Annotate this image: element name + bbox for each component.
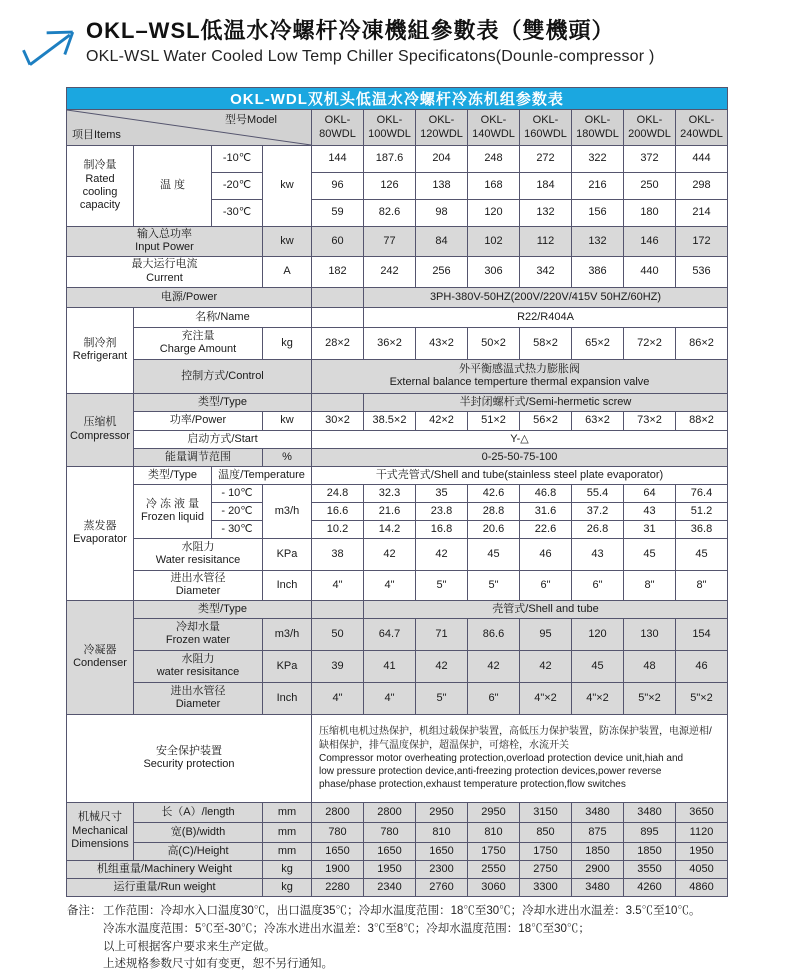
table-row <box>67 714 728 802</box>
table-cell: 26.8 <box>572 520 624 538</box>
table-row <box>67 448 728 466</box>
table-cell: 10.2 <box>312 520 364 538</box>
table-cell: 4" <box>364 570 416 600</box>
table-cell: -10℃ <box>212 146 263 173</box>
table-cell: 36×2 <box>364 327 416 359</box>
table-cell: 充注量 Charge Amount <box>134 327 263 359</box>
table-row <box>67 393 728 411</box>
table-cell: 21.6 <box>364 502 416 520</box>
table-cell: 86.6 <box>468 618 520 650</box>
table-cell: 180 <box>624 200 676 227</box>
corner-cell <box>67 110 312 146</box>
table-cell: 16.6 <box>312 502 364 520</box>
table-cell: 输入总功率 Input Power <box>67 227 263 257</box>
table-cell: m3/h <box>263 484 312 538</box>
table-cell: 2800 <box>312 802 364 822</box>
table-cell: 42.6 <box>468 484 520 502</box>
table-cell: 46.8 <box>520 484 572 502</box>
table-cell: 1950 <box>364 860 416 878</box>
table-cell: 46 <box>520 538 572 570</box>
page-subtitle: OKL-WSL Water Cooled Low Temp Chiller Specificatons(Dounle-compressor ) <box>86 48 655 65</box>
table-cell: 72×2 <box>624 327 676 359</box>
table-cell: 86×2 <box>676 327 728 359</box>
table-row <box>67 287 728 307</box>
table-cell <box>312 287 364 307</box>
table-cell: 壳管式/Shell and tube <box>364 600 728 618</box>
table-cell: 98 <box>416 200 468 227</box>
table-cell: 1750 <box>520 842 572 860</box>
table-cell <box>312 393 364 411</box>
table-cell: 248 <box>468 146 520 173</box>
table-cell: 23.8 <box>416 502 468 520</box>
table-cell: 机械尺寸 Mechanical Dimensions <box>67 802 134 860</box>
table-cell: 高(C)/Height <box>134 842 263 860</box>
table-cell: 73×2 <box>624 411 676 430</box>
table-cell: 102 <box>468 227 520 257</box>
table-cell: 63×2 <box>572 411 624 430</box>
table-cell: 30×2 <box>312 411 364 430</box>
table-cell: 2750 <box>520 860 572 878</box>
table-cell: 35 <box>416 484 468 502</box>
table-cell: 4260 <box>624 878 676 896</box>
table-cell: -30℃ <box>212 200 263 227</box>
spec-table-body <box>67 146 728 897</box>
note-line: 工作范围：冷却水入口温度30℃，出口温度35℃；冷却水温度范围：18℃至30℃；冷却水进出水温差：3.5℃至10℃。 <box>103 905 701 917</box>
table-cell: 256 <box>416 256 468 287</box>
table-cell: 45 <box>468 538 520 570</box>
model-header-cell: OKL- 80WDL <box>312 110 364 146</box>
table-cell: kw <box>263 411 312 430</box>
table-cell: 130 <box>624 618 676 650</box>
table-cell: 温度/Temperature <box>212 466 312 484</box>
table-cell: kg <box>263 860 312 878</box>
table-cell: 440 <box>624 256 676 287</box>
table-cell: 名称/Name <box>134 307 312 327</box>
table-cell: 3480 <box>572 878 624 896</box>
table-cell: 322 <box>572 146 624 173</box>
table-cell: 半封闭螺杆式/Semi-hermetic screw <box>364 393 728 411</box>
table-cell: 压缩机 Compressor <box>67 393 134 466</box>
table-cell: 类型/Type <box>134 466 212 484</box>
table-cell: - 30℃ <box>212 520 263 538</box>
table-row <box>67 650 728 682</box>
notes-body <box>103 903 700 974</box>
table-cell: 51×2 <box>468 411 520 430</box>
table-cell: 宽(B)/width <box>134 822 263 842</box>
model-header-cell: OKL- 180WDL <box>572 110 624 146</box>
table-cell: 1650 <box>416 842 468 860</box>
table-row <box>67 430 728 448</box>
table-row <box>67 570 728 600</box>
table-row <box>67 307 728 327</box>
table-cell: 外平衡感温式热力膨胀阀 External balance temperture thermal expansion valve <box>312 359 728 393</box>
table-cell: 水阻力 water resisitance <box>134 650 263 682</box>
items-label: 项目Items <box>72 128 121 141</box>
table-cell: 2280 <box>312 878 364 896</box>
table-cell: 43×2 <box>416 327 468 359</box>
table-cell: 1850 <box>572 842 624 860</box>
table-cell: KPa <box>263 538 312 570</box>
table-cell: 冷 冻 液 量 Frozen liquid <box>134 484 212 538</box>
table-cell: 4"×2 <box>572 682 624 714</box>
table-cell: 2950 <box>416 802 468 822</box>
table-cell: 65×2 <box>572 327 624 359</box>
table-cell: 8" <box>624 570 676 600</box>
table-cell: 3480 <box>624 802 676 822</box>
table-row <box>67 411 728 430</box>
table-cell: mm <box>263 802 312 822</box>
table-cell: % <box>263 448 312 466</box>
table-cell: 172 <box>676 227 728 257</box>
table-cell: 3550 <box>624 860 676 878</box>
table-cell: 1650 <box>312 842 364 860</box>
table-cell: 56×2 <box>520 411 572 430</box>
table-cell: 39 <box>312 650 364 682</box>
table-row <box>67 822 728 842</box>
table-cell: 22.6 <box>520 520 572 538</box>
table-cell: 机组重量/Machinery Weight <box>67 860 263 878</box>
table-cell: 最大运行电流 Current <box>67 256 263 287</box>
table-row <box>67 327 728 359</box>
table-cell: 能量调节范围 <box>134 448 263 466</box>
table-cell: 制冷量 Rated cooling capacity <box>67 146 134 227</box>
table-cell: 84 <box>416 227 468 257</box>
table-cell: 42 <box>416 538 468 570</box>
table-cell: 43 <box>624 502 676 520</box>
model-header-cell: OKL- 120WDL <box>416 110 468 146</box>
table-cell: 250 <box>624 173 676 200</box>
table-cell: 51.2 <box>676 502 728 520</box>
table-cell: 96 <box>312 173 364 200</box>
table-cell: 14.2 <box>364 520 416 538</box>
table-cell: 蒸发器 Evaporator <box>67 466 134 600</box>
table-row <box>67 802 728 822</box>
table-cell: 45 <box>572 650 624 682</box>
table-row <box>67 600 728 618</box>
table-cell: mm <box>263 822 312 842</box>
table-cell: 42×2 <box>416 411 468 430</box>
table-cell: 1750 <box>468 842 520 860</box>
table-cell: 45 <box>676 538 728 570</box>
table-cell: 28×2 <box>312 327 364 359</box>
table-cell: Y-△ <box>312 430 728 448</box>
table-cell: 64 <box>624 484 676 502</box>
model-header-cell: OKL- 140WDL <box>468 110 520 146</box>
table-cell: 132 <box>520 200 572 227</box>
table-cell: 895 <box>624 822 676 842</box>
model-header-cell: OKL- 200WDL <box>624 110 676 146</box>
table-cell: 2950 <box>468 802 520 822</box>
table-cell: 306 <box>468 256 520 287</box>
note-line: 以上可根据客户要求来生产定做。 <box>103 940 276 953</box>
model-header-cell: OKL- 240WDL <box>676 110 728 146</box>
table-cell: 146 <box>624 227 676 257</box>
table-cell: 216 <box>572 173 624 200</box>
table-cell: 制冷剂 Refrigerant <box>67 307 134 393</box>
table-cell: 42 <box>364 538 416 570</box>
table-cell: kg <box>263 327 312 359</box>
table-cell: 48 <box>624 650 676 682</box>
table-cell: 272 <box>520 146 572 173</box>
table-cell: 1120 <box>676 822 728 842</box>
table-cell: 压缩机电机过热保护，机组过载保护装置，高低压力保护装置，防冻保护装置，电源逆相/ 缺相保护，排气温度保护，超温保护，可熔栓，水流开关 Compressor motor overheating protection,overload protection device unit,hiah and low pressure protection device,anti-freezing protection devices,power reverse phase/phase protection,exhaust temperature protection,flow switches <box>312 714 728 802</box>
table-cell: 214 <box>676 200 728 227</box>
table-cell: 42 <box>520 650 572 682</box>
table-cell: Inch <box>263 570 312 600</box>
table-cell: 184 <box>520 173 572 200</box>
table-cell: kw <box>263 227 312 257</box>
table-cell: 3300 <box>520 878 572 896</box>
table-cell: 8" <box>676 570 728 600</box>
table-cell: 6" <box>520 570 572 600</box>
table-cell: 2900 <box>572 860 624 878</box>
table-cell: 6" <box>572 570 624 600</box>
table-cell: -20℃ <box>212 173 263 200</box>
table-cell: 5" <box>416 682 468 714</box>
table-cell: 154 <box>676 618 728 650</box>
table-row <box>67 682 728 714</box>
table-row <box>67 860 728 878</box>
table-cell: 冷却水量 Frozen water <box>134 618 263 650</box>
table-row <box>67 484 728 502</box>
table-cell: 42 <box>468 650 520 682</box>
table-cell: 31.6 <box>520 502 572 520</box>
table-cell: 6" <box>468 682 520 714</box>
table-cell: 38.5×2 <box>364 411 416 430</box>
notes-label: 备注： <box>67 905 102 917</box>
table-cell <box>312 600 364 618</box>
table-cell: 182 <box>312 256 364 287</box>
spec-table <box>66 109 728 897</box>
table-cell: 780 <box>364 822 416 842</box>
table-cell: - 20℃ <box>212 502 263 520</box>
table-cell: 进出水管径 Diameter <box>134 682 263 714</box>
table-cell: 3PH-380V-50HZ(200V/220V/415V 50HZ/60HZ) <box>364 287 728 307</box>
table-cell: 77 <box>364 227 416 257</box>
table-cell: 干式壳管式/Shell and tube(stainless steel plate evaporator) <box>312 466 728 484</box>
table-cell: 132 <box>572 227 624 257</box>
table-cell: 4"×2 <box>520 682 572 714</box>
table-caption: OKL-WDL双机头低温水冷螺杆冷冻机组参数表 <box>66 87 728 109</box>
table-cell: 112 <box>520 227 572 257</box>
table-cell: 4" <box>312 682 364 714</box>
table-cell: 242 <box>364 256 416 287</box>
table-cell: 水阻力 Water resisitance <box>134 538 263 570</box>
table-row <box>67 146 728 173</box>
table-cell: 0-25-50-75-100 <box>312 448 728 466</box>
table-cell: 64.7 <box>364 618 416 650</box>
table-cell: 3480 <box>572 802 624 822</box>
table-row <box>67 466 728 484</box>
table-cell: 46 <box>676 650 728 682</box>
table-cell: 安全保护装置 Security protection <box>67 714 312 802</box>
table-cell: m3/h <box>263 618 312 650</box>
table-cell: 120 <box>468 200 520 227</box>
table-row <box>67 227 728 257</box>
table-cell: 780 <box>312 822 364 842</box>
table-row <box>67 618 728 650</box>
table-cell: 4" <box>312 570 364 600</box>
table-cell: 50 <box>312 618 364 650</box>
page-header <box>22 14 768 79</box>
table-cell: 2800 <box>364 802 416 822</box>
table-row <box>67 256 728 287</box>
table-cell: 3060 <box>468 878 520 896</box>
arrow-logo-icon <box>22 14 84 79</box>
table-cell: kw <box>263 146 312 227</box>
table-cell: 59 <box>312 200 364 227</box>
table-cell: 5" <box>468 570 520 600</box>
table-cell: - 10℃ <box>212 484 263 502</box>
header-row <box>67 110 728 146</box>
table-cell: 长（A）/length <box>134 802 263 822</box>
table-cell: 电源/Power <box>67 287 312 307</box>
table-cell: 386 <box>572 256 624 287</box>
table-cell: 16.8 <box>416 520 468 538</box>
note-line: 上述规格参数尺寸如有变更，恕不另行通知。 <box>103 958 333 971</box>
table-cell: R22/R404A <box>364 307 728 327</box>
page-title: OKL–WSL低温水冷螺杆冷凍機組參數表（雙機頭） <box>86 18 615 43</box>
table-cell: 76.4 <box>676 484 728 502</box>
table-cell: 55.4 <box>572 484 624 502</box>
table-cell: 88×2 <box>676 411 728 430</box>
table-cell: 138 <box>416 173 468 200</box>
model-header-cell: OKL- 160WDL <box>520 110 572 146</box>
table-cell: 58×2 <box>520 327 572 359</box>
table-cell: KPa <box>263 650 312 682</box>
table-row <box>67 842 728 860</box>
table-cell: 82.6 <box>364 200 416 227</box>
table-cell: 冷凝器 Condenser <box>67 600 134 714</box>
table-cell: 20.6 <box>468 520 520 538</box>
table-cell: 1850 <box>624 842 676 860</box>
table-cell: A <box>263 256 312 287</box>
table-cell: 71 <box>416 618 468 650</box>
table-cell: 类型/Type <box>134 393 312 411</box>
table-cell: 38 <box>312 538 364 570</box>
table-cell: 2340 <box>364 878 416 896</box>
table-cell: 5"×2 <box>624 682 676 714</box>
table-row <box>67 878 728 896</box>
table-row <box>67 538 728 570</box>
table-cell: 1650 <box>364 842 416 860</box>
table-cell: 36.8 <box>676 520 728 538</box>
table-cell: 41 <box>364 650 416 682</box>
table-cell: 24.8 <box>312 484 364 502</box>
table-cell: 4860 <box>676 878 728 896</box>
table-cell: 144 <box>312 146 364 173</box>
table-cell: 启动方式/Start <box>134 430 312 448</box>
table-cell: 444 <box>676 146 728 173</box>
table-cell: 4" <box>364 682 416 714</box>
table-cell: mm <box>263 842 312 860</box>
table-cell: 50×2 <box>468 327 520 359</box>
table-cell: 功率/Power <box>134 411 263 430</box>
table-cell: Inch <box>263 682 312 714</box>
table-cell: 37.2 <box>572 502 624 520</box>
table-cell: 45 <box>624 538 676 570</box>
model-header-cell: OKL- 100WDL <box>364 110 416 146</box>
table-cell: kg <box>263 878 312 896</box>
table-cell: 372 <box>624 146 676 173</box>
table-cell: 810 <box>416 822 468 842</box>
model-label: 型号Model <box>225 114 277 126</box>
table-cell: 42 <box>416 650 468 682</box>
table-cell: 875 <box>572 822 624 842</box>
table-cell: 运行重量/Run weight <box>67 878 263 896</box>
note-line: 冷冻水温度范围：5℃至-30℃；冷冻水进出水温差：3℃至8℃；冷却水温度范围：18℃至30℃； <box>103 922 590 935</box>
table-cell: 1900 <box>312 860 364 878</box>
table-cell: 536 <box>676 256 728 287</box>
table-cell: 3650 <box>676 802 728 822</box>
table-cell: 5" <box>416 570 468 600</box>
table-cell: 204 <box>416 146 468 173</box>
table-cell: 187.6 <box>364 146 416 173</box>
table-cell: 95 <box>520 618 572 650</box>
table-cell: 120 <box>572 618 624 650</box>
table-cell: 156 <box>572 200 624 227</box>
table-cell: 5"×2 <box>676 682 728 714</box>
table-cell: 温 度 <box>134 146 212 227</box>
table-cell: 2300 <box>416 860 468 878</box>
table-cell: 126 <box>364 173 416 200</box>
table-cell: 3150 <box>520 802 572 822</box>
table-cell: 4050 <box>676 860 728 878</box>
table-cell <box>312 307 364 327</box>
table-cell: 43 <box>572 538 624 570</box>
table-cell: 1950 <box>676 842 728 860</box>
table-cell: 31 <box>624 520 676 538</box>
spec-table-wrap <box>66 87 728 897</box>
table-row <box>67 359 728 393</box>
table-cell: 类型/Type <box>134 600 312 618</box>
table-cell: 810 <box>468 822 520 842</box>
table-cell: 2550 <box>468 860 520 878</box>
table-cell: 342 <box>520 256 572 287</box>
table-cell: 进出水管径 Diameter <box>134 570 263 600</box>
table-cell: 850 <box>520 822 572 842</box>
table-cell: 60 <box>312 227 364 257</box>
table-cell: 控制方式/Control <box>134 359 312 393</box>
table-cell: 2760 <box>416 878 468 896</box>
table-cell: 28.8 <box>468 502 520 520</box>
table-cell: 168 <box>468 173 520 200</box>
table-cell: 32.3 <box>364 484 416 502</box>
table-cell: 298 <box>676 173 728 200</box>
footnotes <box>67 903 767 974</box>
